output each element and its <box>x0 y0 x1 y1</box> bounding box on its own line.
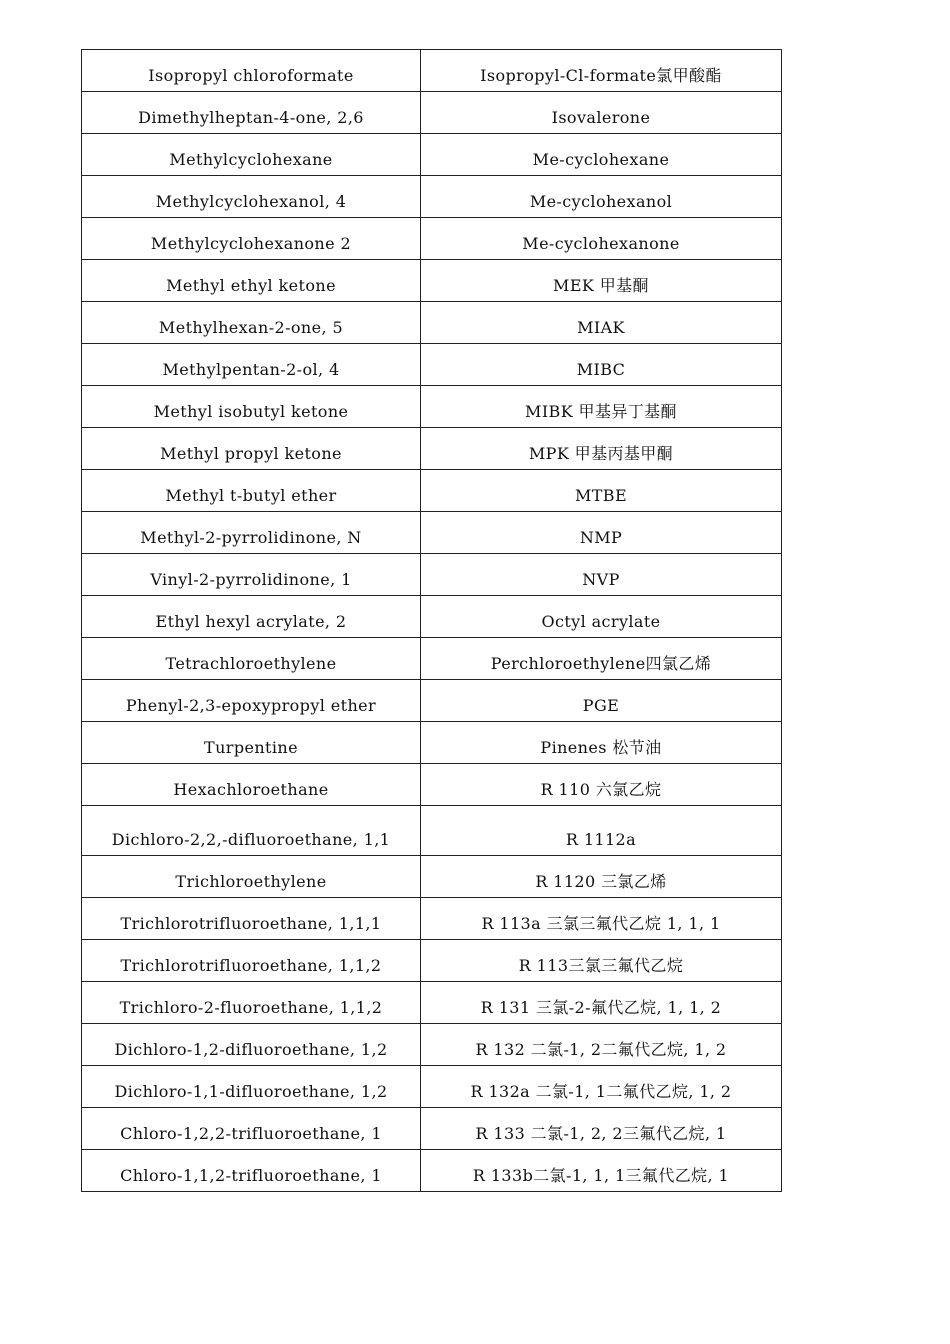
chemical-alias-cell: R 133b二氯-1, 1, 1三氟代乙烷, 1 <box>421 1150 782 1192</box>
chemical-name-cell: Methylcyclohexanone 2 <box>82 218 421 260</box>
chemical-name-cell: Hexachloroethane <box>82 764 421 806</box>
table-row <box>82 134 782 176</box>
table-row <box>82 982 782 1024</box>
chemical-alias-cell: R 132a 二氯-1, 1二氟代乙烷, 1, 2 <box>421 1066 782 1108</box>
table-row <box>82 470 782 512</box>
chemical-alias-cell: MIAK <box>421 302 782 344</box>
chemical-name-cell: Isopropyl chloroformate <box>82 50 421 92</box>
chemical-alias-cell: Pinenes 松节油 <box>421 722 782 764</box>
table-row <box>82 856 782 898</box>
chemical-alias-cell: NVP <box>421 554 782 596</box>
chemical-name-cell: Methylpentan-2-ol, 4 <box>82 344 421 386</box>
chemical-name-cell: Trichlorotrifluoroethane, 1,1,1 <box>82 898 421 940</box>
table-row <box>82 386 782 428</box>
chemical-alias-cell: MEK 甲基酮 <box>421 260 782 302</box>
chemical-alias-cell: PGE <box>421 680 782 722</box>
chemical-alias-cell: Isovalerone <box>421 92 782 134</box>
table-row <box>82 1066 782 1108</box>
table-row <box>82 512 782 554</box>
chemical-alias-cell: Octyl acrylate <box>421 596 782 638</box>
table-row <box>82 302 782 344</box>
table-row <box>82 638 782 680</box>
chemical-name-cell: Dimethylheptan-4-one, 2,6 <box>82 92 421 134</box>
table-row <box>82 898 782 940</box>
chemical-name-cell: Trichlorotrifluoroethane, 1,1,2 <box>82 940 421 982</box>
table-row <box>82 92 782 134</box>
chemical-alias-cell: R 1120 三氯乙烯 <box>421 856 782 898</box>
chemical-alias-cell: R 1112a <box>421 806 782 856</box>
table-row <box>82 260 782 302</box>
chemical-alias-cell: NMP <box>421 512 782 554</box>
chemical-alias-cell: R 133 二氯-1, 2, 2三氟代乙烷, 1 <box>421 1108 782 1150</box>
table-row <box>82 176 782 218</box>
chemical-name-cell: Methylcyclohexanol, 4 <box>82 176 421 218</box>
chemical-name-cell: Methyl t-butyl ether <box>82 470 421 512</box>
table-row <box>82 218 782 260</box>
solvent-synonym-table <box>81 49 782 1192</box>
table-body <box>82 50 782 1192</box>
table-row <box>82 1108 782 1150</box>
chemical-name-cell: Turpentine <box>82 722 421 764</box>
chemical-name-cell: Vinyl-2-pyrrolidinone, 1 <box>82 554 421 596</box>
chemical-alias-cell: Me-cyclohexanol <box>421 176 782 218</box>
chemical-name-cell: Methylhexan-2-one, 5 <box>82 302 421 344</box>
table-row <box>82 50 782 92</box>
table-row <box>82 344 782 386</box>
chemical-name-cell: Phenyl-2,3-epoxypropyl ether <box>82 680 421 722</box>
chemical-alias-cell: MIBC <box>421 344 782 386</box>
chemical-alias-cell: R 113a 三氯三氟代乙烷 1, 1, 1 <box>421 898 782 940</box>
chemical-alias-cell: MIBK 甲基异丁基酮 <box>421 386 782 428</box>
chemical-alias-cell: MPK 甲基丙基甲酮 <box>421 428 782 470</box>
chemical-alias-cell: Isopropyl-Cl-formate氯甲酸酯 <box>421 50 782 92</box>
chemical-alias-cell: Me-cyclohexanone <box>421 218 782 260</box>
chemical-name-cell: Methylcyclohexane <box>82 134 421 176</box>
chemical-name-cell: Chloro-1,2,2-trifluoroethane, 1 <box>82 1108 421 1150</box>
table-row <box>82 680 782 722</box>
chemical-name-cell: Methyl ethyl ketone <box>82 260 421 302</box>
chemical-alias-cell: R 110 六氯乙烷 <box>421 764 782 806</box>
chemical-name-cell: Methyl-2-pyrrolidinone, N <box>82 512 421 554</box>
chemical-name-cell: Dichloro-1,1-difluoroethane, 1,2 <box>82 1066 421 1108</box>
chemical-alias-cell: R 131 三氯-2-氟代乙烷, 1, 1, 2 <box>421 982 782 1024</box>
chemical-alias-cell: Me-cyclohexane <box>421 134 782 176</box>
chemical-name-cell: Ethyl hexyl acrylate, 2 <box>82 596 421 638</box>
chemical-name-cell: Trichloroethylene <box>82 856 421 898</box>
chemical-alias-cell: R 113三氯三氟代乙烷 <box>421 940 782 982</box>
table-row <box>82 940 782 982</box>
chemical-name-cell: Trichloro-2-fluoroethane, 1,1,2 <box>82 982 421 1024</box>
table-row <box>82 722 782 764</box>
chemical-name-cell: Methyl propyl ketone <box>82 428 421 470</box>
chemical-name-cell: Tetrachloroethylene <box>82 638 421 680</box>
chemical-alias-cell: MTBE <box>421 470 782 512</box>
table-row <box>82 1150 782 1192</box>
chemical-name-cell: Chloro-1,1,2-trifluoroethane, 1 <box>82 1150 421 1192</box>
chemical-alias-cell: Perchloroethylene四氯乙烯 <box>421 638 782 680</box>
table-row <box>82 1024 782 1066</box>
chemical-name-cell: Dichloro-2,2,-difluoroethane, 1,1 <box>82 806 421 856</box>
chemical-alias-cell: R 132 二氯-1, 2二氟代乙烷, 1, 2 <box>421 1024 782 1066</box>
chemical-name-cell: Methyl isobutyl ketone <box>82 386 421 428</box>
table-row <box>82 806 782 856</box>
chemical-name-cell: Dichloro-1,2-difluoroethane, 1,2 <box>82 1024 421 1066</box>
table-row <box>82 596 782 638</box>
table-row <box>82 764 782 806</box>
table-row <box>82 428 782 470</box>
table-row <box>82 554 782 596</box>
